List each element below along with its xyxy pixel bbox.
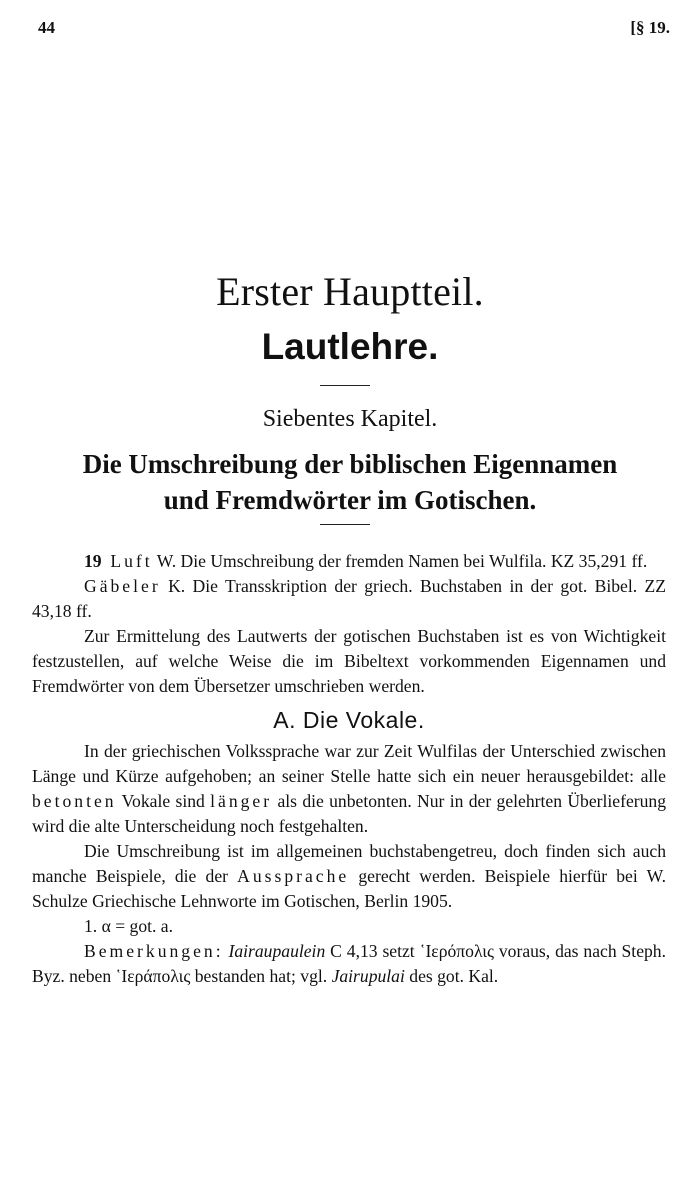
paragraph-transcription	[32, 839, 666, 914]
divider-rule	[320, 524, 370, 525]
part-title: Erster Hauptteil.	[216, 269, 484, 314]
italic-term: Iairaupaulein	[228, 941, 326, 961]
part-subtitle: Lautlehre.	[261, 326, 439, 367]
paragraph-19-reference-1	[32, 549, 666, 574]
paragraph-vowels	[32, 739, 666, 839]
text-run: als die unbetonten. Nur in der gelehrten Überlieferung wird die alte Unterscheidung noch festgehalten.	[32, 791, 666, 836]
author-name: Luft	[110, 551, 153, 571]
chapter-label: Siebentes Kapitel.	[262, 406, 438, 432]
chapter-title-line-2: und Fremdwörter im Gotischen.	[163, 485, 537, 515]
remarks-label: Bemerkungen:	[84, 941, 224, 961]
spaced-emphasis: betonten	[32, 791, 117, 811]
section-number: 19	[84, 551, 102, 571]
text-run: Vokale sind	[116, 791, 211, 811]
paragraph-remarks	[32, 939, 666, 989]
list-item-1: 1. α = got. a.	[84, 916, 174, 936]
divider-rule	[320, 385, 370, 386]
chapter-title	[0, 446, 700, 518]
text-run: Die Umschreibung ist im allgemeinen buchstabengetreu, doch finden sich auch manche Beispiele, die der	[32, 841, 666, 886]
text-run: In der griechischen Volkssprache war zur Zeit Wulfilas der Unterschied zwischen Länge und Kürze aufgehoben; an seiner Stelle hatte sich ein neuer herausgebildet: alle	[32, 741, 666, 786]
text-run: C 4,13 setzt ῾Ιερόπολις voraus, das nach Steph. Byz. neben ῾Ιεράπολις bestanden hat; vgl.	[32, 941, 666, 986]
reference-text: K. Die Transskription der griech. Buchstaben in der got. Bibel. ZZ 43,18 ff.	[32, 576, 666, 621]
text-run: gerecht werden. Beispiele hierfür bei W. Schulze Griechische Lehnworte im Gotischen, Berlin 1905.	[32, 866, 666, 911]
section-reference: [§ 19.	[630, 18, 670, 37]
spaced-emphasis: länger	[210, 791, 273, 811]
author-name: Gäbeler	[84, 576, 161, 596]
section-heading: A. Die Vokale.	[273, 707, 425, 733]
italic-term: Jairupulai	[331, 966, 405, 986]
paragraph-19-reference-2	[32, 574, 666, 624]
page-number: 44	[38, 18, 55, 37]
spaced-emphasis: Aussprache	[237, 866, 350, 886]
reference-text: W. Die Umschreibung der fremden Namen bei Wulfila. KZ 35,291 ff.	[152, 551, 648, 571]
chapter-title-line-1: Die Umschreibung der biblischen Eigennamen	[82, 449, 618, 479]
text-run: des got. Kal.	[404, 966, 499, 986]
paragraph-intro: Zur Ermittelung des Lautwerts der gotischen Buchstaben ist es von Wichtigkeit festzustellen, auf welche Weise die im Bibeltext vorkommenden Eigennamen und Fremdwörter von dem Übersetzer umschrieben werden.	[32, 626, 666, 696]
body-text	[32, 549, 666, 989]
